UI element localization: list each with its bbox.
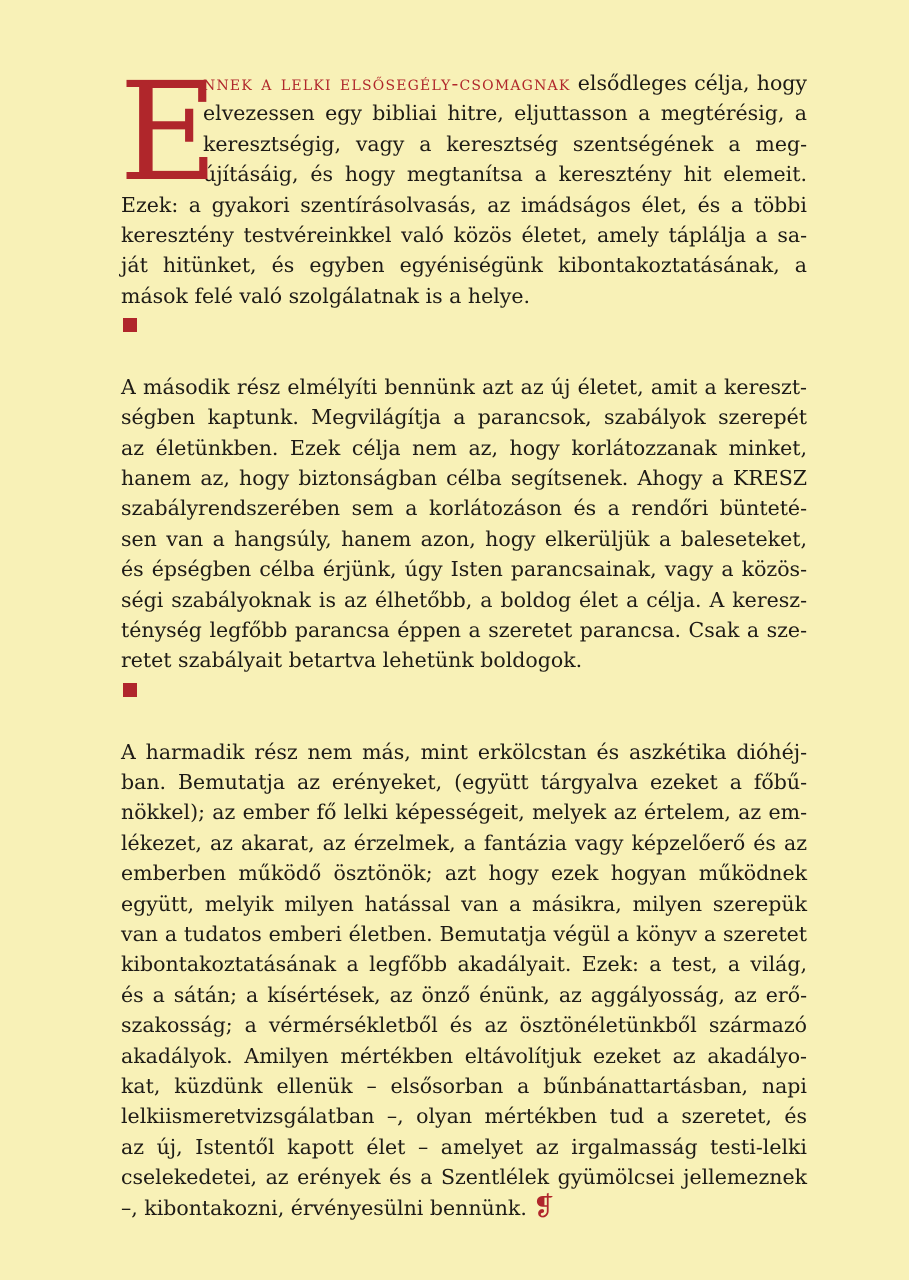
section-2-paragraph [121,372,807,676]
text-line: és épségben célba érjünk, úgy Isten parancsainak, vagy a közös- [121,557,807,582]
lead-in-smallcaps: nnek a lelki elsősegély-csomagnak [203,71,571,95]
text-line: ját hitünket, és egyben egyéniségünk kibontakoztatásának, a [121,253,807,278]
text-line: keresztségig, vagy a keresztség szentségének a meg- [203,131,807,156]
red-square-ornament [123,683,137,697]
text-line: az életünkben. Ezek célja nem az, hogy korlátozzanak minket, [121,435,807,460]
text-line: lelkiismeretvizsgálatban –, olyan mértékben tud a szeretet, és [121,1104,807,1129]
text-line: A harmadik rész nem más, mint erkölcstan és aszkétika dióhéj- [121,739,807,764]
text-line: ségben kaptunk. Megvilágítja a parancsok, szabályok szerepét [121,405,807,430]
text-line: kibontakoztatásának a legfőbb akadályait. Ezek: a test, a világ, [121,952,807,977]
text-line: A második rész elmélyíti bennünk azt az új életet, amit a kereszt- [121,374,807,399]
section-3-paragraph [121,737,807,1223]
text-line: nökkel); az ember fő lelki képességeit, melyek az értelem, az em- [121,800,807,825]
text-line: keresztény testvéreinkkel való közös életet, amely táplálja a sa- [121,222,807,247]
section-separator [121,676,807,706]
text-line: emberben működő ösztönök; azt hogy ezek hogyan működnek [121,861,807,886]
text-line [121,68,807,98]
text-line: Ezek: a gyakori szentírásolvasás, az imádságos élet, és a többi [121,192,807,217]
text-line: újításáig, és hogy megtanítsa a keresztény hit elemeit. [203,162,807,187]
intro-paragraph [119,54,807,311]
text-line: retet szabályait betartva lehetünk boldogok. [121,648,583,673]
text-line: lékezet, az akarat, az érzelmek, a fantázia vagy képzelőerő és az [121,830,807,855]
text-line: szakosság; a vérmérsékletből és az ösztönéletünkből származó [121,1013,807,1038]
text-line: van a tudatos emberi életben. Bemutatja végül a könyv a szeretet [121,921,807,946]
text-line: cselekedetei, az erények és a Szentlélek gyümölcsei jellemeznek [121,1165,807,1190]
line-text: –, kibontakozni, érvényesülni bennünk. [121,1196,527,1221]
text-line: ban. Bemutatja az erényeket, (együtt tárgyalva ezeket a főbű- [121,769,807,794]
text-line: akadályok. Amilyen mértékben eltávolítjuk ezeket az akadályo- [121,1043,807,1068]
text-line: kat, küzdünk ellenük – elsősorban a bűnbánattartásban, napi [121,1073,807,1098]
text-line: ségi szabályoknak is az élhetőbb, a boldog élet a célja. A keresz- [121,587,807,612]
section-separator [121,311,807,341]
text-line: sen van a hangsúly, hanem azon, hogy elkerüljük a baleseteket, [121,526,807,551]
text-line [121,1192,807,1222]
text-line: és a sátán; a kísértések, az önző énünk, az aggályosság, az erő- [121,982,807,1007]
text-block [119,54,807,1223]
text-line: együtt, melyik milyen hatással van a másikra, milyen szerepük [121,891,807,916]
line-text: elsődleges célja, hogy [570,71,807,95]
red-square-ornament [123,318,137,332]
text-line: ténység legfőbb parancsa éppen a szeretet parancsa. Csak a sze- [121,618,807,643]
text-line: hanem az, hogy biztonságban célba segítsenek. Ahogy a KRESZ [121,466,807,491]
text-line: mások felé való szolgálatnak is a helye. [121,283,530,308]
drop-cap: E [119,54,219,212]
pilcrow-end-mark: ❡ [532,1192,555,1223]
text-line: szabályrendszerében sem a korlátozáson és a rendőri bünteté- [121,496,807,521]
text-line: az új, Istentől kapott élet – amelyet az irgalmasság testi-lelki [121,1134,807,1159]
text-line: elvezessen egy bibliai hitre, eljuttasson a megtérésig, a [203,101,807,126]
